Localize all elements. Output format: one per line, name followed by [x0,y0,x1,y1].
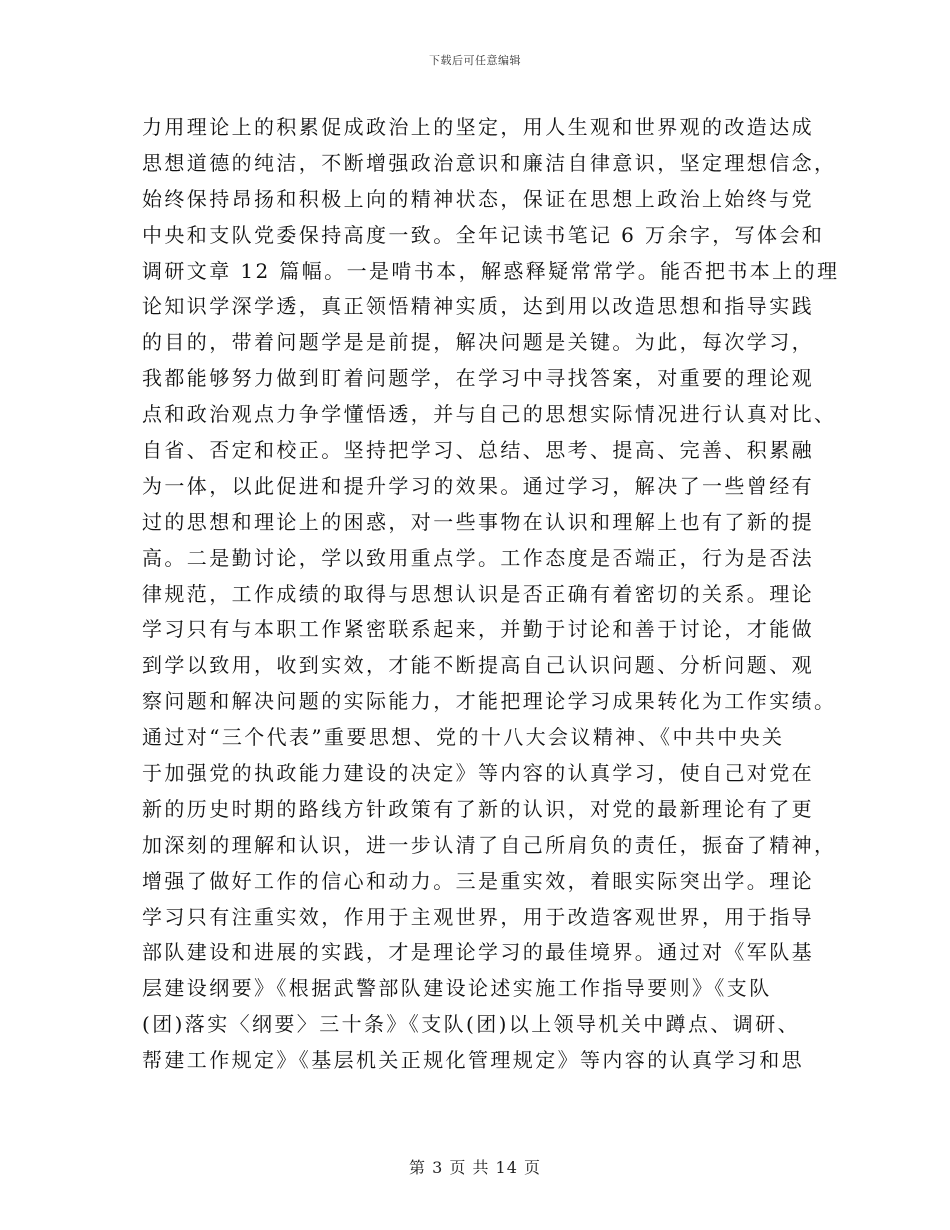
text-line: 察问题和解决问题的实际能力，才能把理论学习成果转化为工作实绩。 [142,689,837,714]
text-line: (团)落实〈纲要〉三十条》《支队(团)以上领导机关中蹲点、调研、 [142,1012,801,1037]
text-line: 中央和支队党委保持高度一致。全年记读书笔记 6 万余字，写体会和 [142,222,825,247]
text-line: 通过对“三个代表”重要思想、党的十八大会议精神、《中共中央关 [142,725,785,750]
text-line: 于加强党的执政能力建设的决定》等内容的认真学习，使自己对党在 [142,761,814,786]
text-line: 为一体，以此促进和提升学习的效果。通过学习，解决了一些曾经有 [142,473,814,498]
page-number: 第 3 页 共 14 页 [409,1158,541,1177]
text-line: 部队建设和进展的实践，才是理论学习的最佳境界。通过对《军队基 [142,940,814,965]
text-line: 律规范，工作成绩的取得与思想认识是否正确有着密切的关系。理论 [142,581,814,606]
text-line: 我都能够努力做到盯着问题学，在学习中寻找答案，对重要的理论观 [142,366,814,391]
text-line: 过的思想和理论上的困惑，对一些事物在认识和理解上也有了新的提 [142,509,814,534]
text-line: 学习只有注重实效，作用于主观世界，用于改造客观世界，用于指导 [142,904,814,929]
text-line: 论知识学深学透，真正领悟精神实质，达到用以改造思想和指导实践 [142,294,814,319]
text-line: 帮建工作规定》《基层机关正规化管理规定》等内容的认真学习和思 [142,1048,804,1073]
text-line: 思想道德的纯洁，不断增强政治意识和廉洁自律意识，坚定理想信念， [142,150,837,175]
text-line: 的目的，带着问题学是是前提，解决问题是关键。为此，每次学习， [142,330,814,355]
body-text [142,110,840,1079]
page-header: 下载后可任意编辑 [429,54,521,67]
text-line: 调研文章 12 篇幅。一是啃书本，解惑释疑常常学。能否把书本上的理 [142,258,840,283]
text-line: 始终保持昂扬和积极上向的精神状态，保证在思想上政治上始终与党 [142,186,814,211]
text-line: 学习只有与本职工作紧密联系起来，并勤于讨论和善于讨论，才能做 [142,617,814,642]
text-line: 加深刻的理解和认识，进一步认清了自己所肩负的责任，振奋了精神， [142,832,837,857]
text-line: 层建设纲要》《根据武警部队建设论述实施工作指导要则》《支队 [142,976,772,1001]
text-line: 力用理论上的积累促成政治上的坚定，用人生观和世界观的改造达成 [142,115,814,139]
text-line: 到学以致用，收到实效，才能不断提高自己认识问题、分析问题、观 [142,653,814,678]
text-line: 点和政治观点力争学懂悟透，并与自己的思想实际情况进行认真对比、 [142,402,837,427]
text-line: 增强了做好工作的信心和动力。三是重实效，着眼实际突出学。理论 [142,868,814,893]
text-line: 新的历史时期的路线方针政策有了新的认识，对党的最新理论有了更 [142,796,814,821]
text-line: 自省、否定和校正。坚持把学习、总结、思考、提高、完善、积累融 [142,438,814,463]
text-line: 高。二是勤讨论，学以致用重点学。工作态度是否端正，行为是否法 [142,545,814,570]
